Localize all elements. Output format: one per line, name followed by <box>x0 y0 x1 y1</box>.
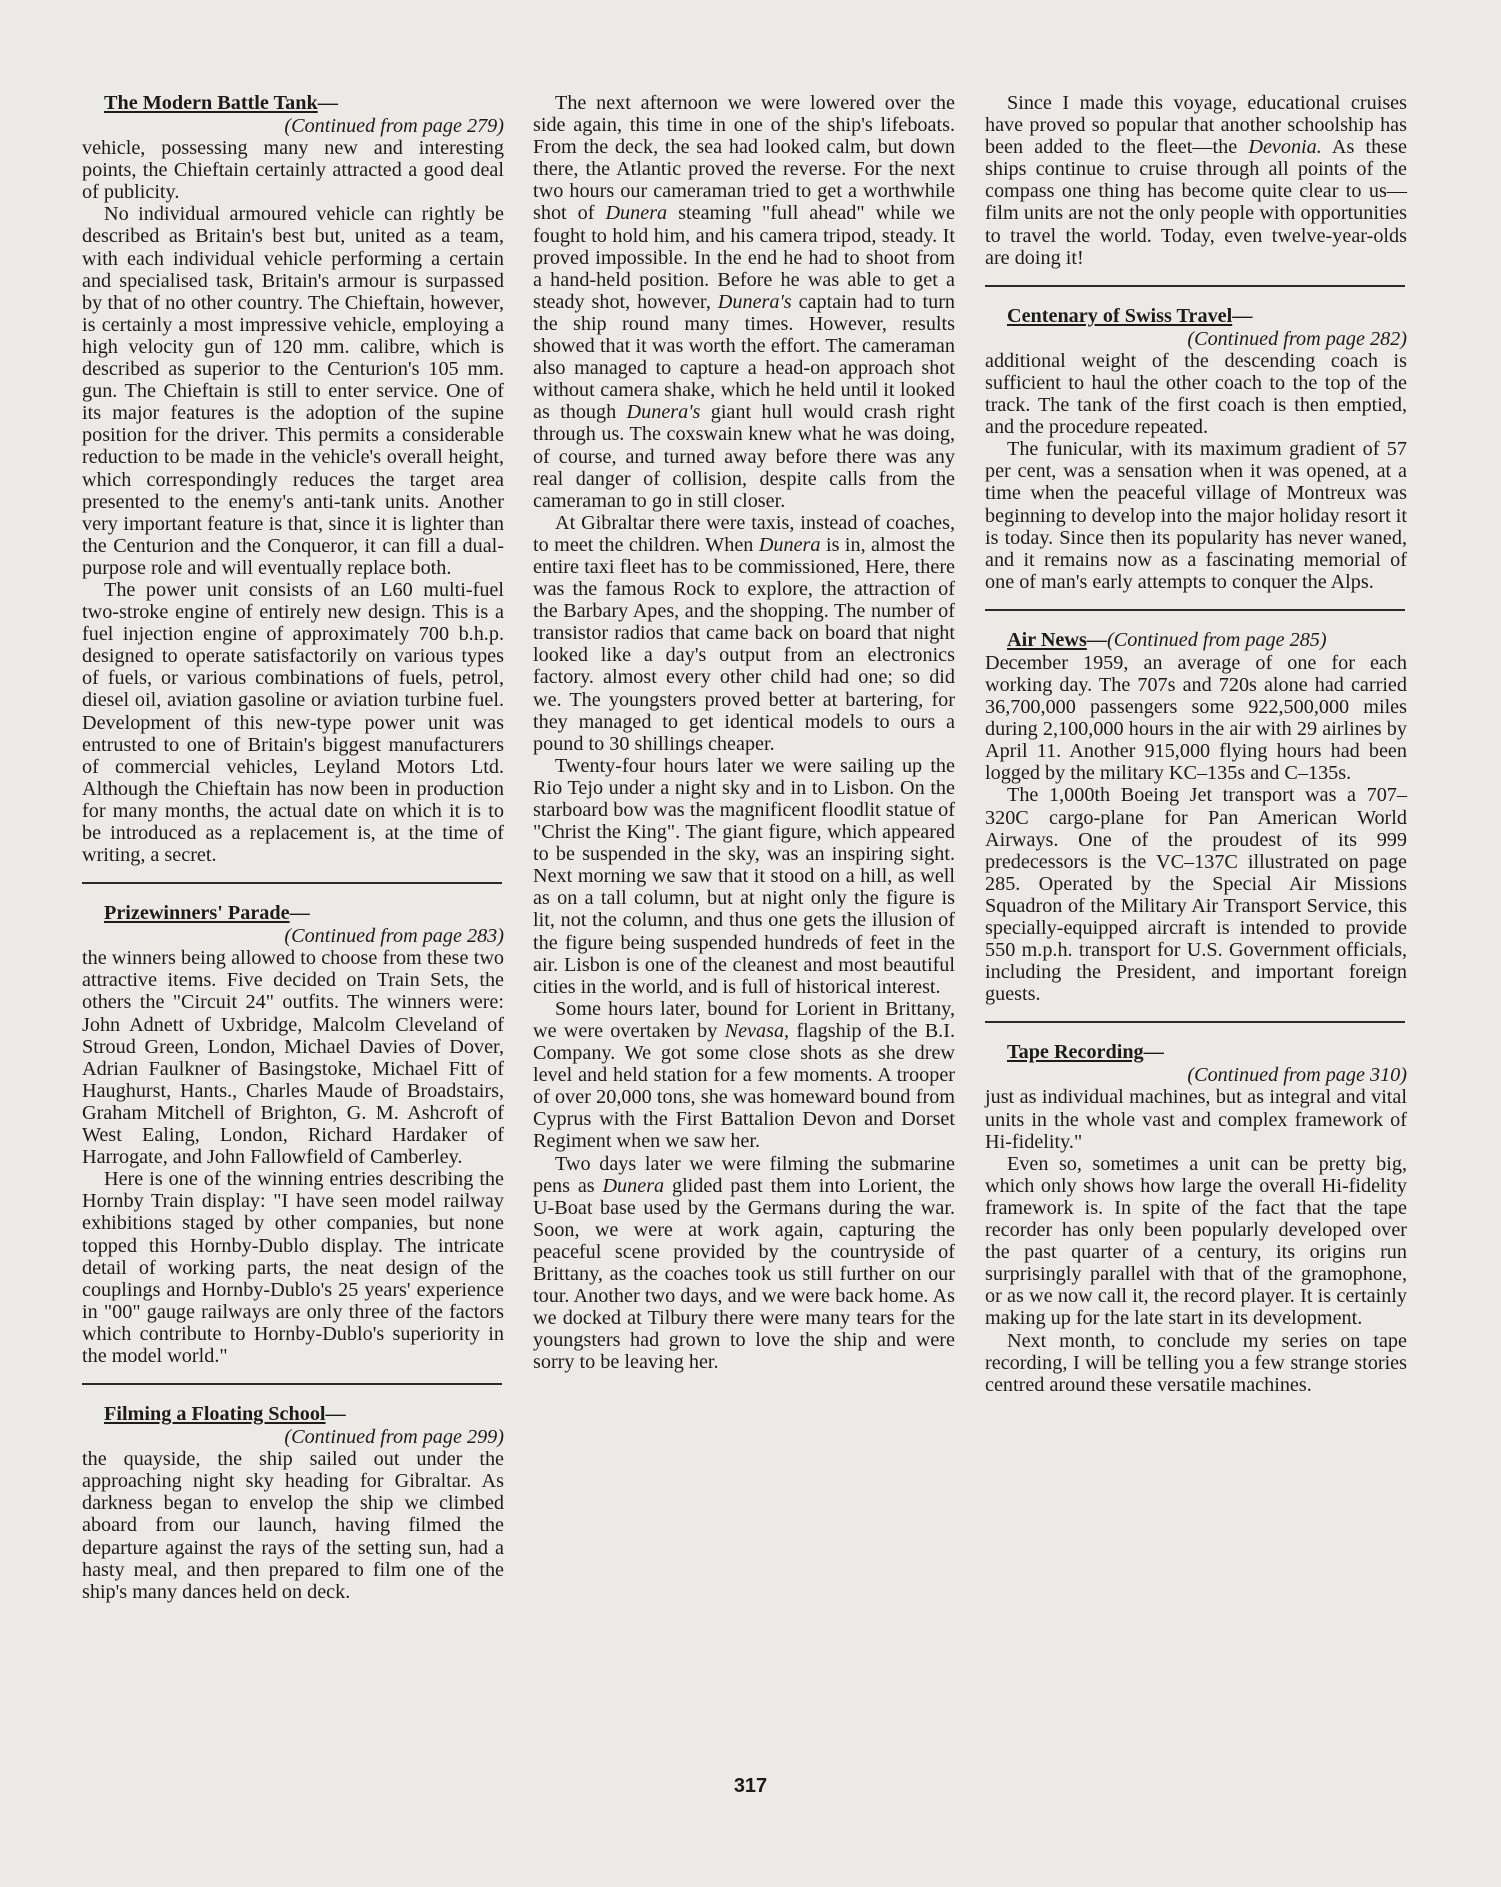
text-run: Two days later we were filming the submarine pens as <box>533 1152 955 1197</box>
paragraph: just as individual machines, but as integral and vital units in the whole vast and complex framework of Hi-fidelity." <box>985 1086 1407 1153</box>
paragraph <box>533 92 955 512</box>
continued-note: (Continued from page 279) <box>284 115 504 137</box>
ship-name: Devonia. <box>1248 136 1322 159</box>
text-run: flagship of the B.I. Company. We got some close shots as she drew level and held station for a few moments. A trooper of over 20,000 tons, she was homeward bound from Cyprus with the First Battalion Devon and Dorset Regiment when we saw her. <box>533 1019 955 1153</box>
article-floating-school <box>82 1403 504 1603</box>
article-title: The Modern Battle Tank <box>104 92 318 114</box>
paragraph: The 1,000th Boeing Jet transport was a 707–320C cargo-plane for Pan American World Airways. One of the proudest of its 999 predecessors is the VC–137C illustrated on page 285. Operated by the Special Air Missions Squadron of the Military Air Transport Service, this specially-equipped aircraft is intended to provide 550 m.p.h. transport for U.S. Government officials, including the President, and important foreign guests. <box>985 784 1407 1006</box>
paragraph: Twenty-four hours later we were sailing up the Rio Tejo under a night sky and in to Lisbon. On the starboard bow was the magnificent floodlit statue of "Christ the King". The giant figure, which appeared to be suspended in the sky, was an inspiring sight. Next morning we saw that it stood on a hill, as well as on a tall column, but at night only the figure is lit, not the column, and thus one gets the illusion of the figure being suspended hundreds of feet in the air. Lisbon is one of the cleanest and most beautiful cities in the world, and is full of historical interest. <box>533 754 955 998</box>
paragraph: the quayside, the ship sailed out under the approaching night sky heading for Gibraltar. As darkness began to envelop the ship we climbed aboard from our launch, having filmed the departure against the rays of the setting sun, had a hasty meal, and then prepared to film one of the ship's many dances held on deck. <box>82 1448 504 1603</box>
heading-dash: — <box>1143 1041 1164 1064</box>
paragraph <box>533 998 955 1153</box>
continued-note: (Continued from page 285) <box>1107 628 1327 651</box>
paragraph: December 1959, an average of one for each working day. The 707s and 720s alone had carried 36,700,000 passengers some 922,500,000 miles during 2,100,000 hours in the air with 29 airlines by April 11. Another 915,000 flying hours had been logged by the military KC–135s and C–135s. <box>985 651 1407 785</box>
continued-note: (Continued from page 310) <box>1187 1064 1407 1087</box>
article-prizewinners <box>82 902 504 1367</box>
column-left <box>82 92 504 1603</box>
heading-dash: — <box>289 902 310 925</box>
section-divider <box>985 609 1405 611</box>
paragraph: the winners being allowed to choose from these two attractive items. Five decided on Train Sets, the others the "Circuit 24" outfits. The winners were: John Adnett of Uxbridge, Malcolm Cleveland of Stroud Green, London, Michael Davies of Dover, Adrian Faulkner of Basingstoke, Michael Fitt of Haughurst, Hants., Charles Maude of Broadstairs, Graham Mitchell of Brighton, G. M. Ashcroft of West Ealing, London, Richard Hardaker of Harrogate, and John Fallowfield of Camberley. <box>82 947 504 1169</box>
section-divider <box>985 285 1405 287</box>
text-run: is in, almost the entire taxi fleet has to be commissioned, Here, there was the famous Rock to explore, the attraction of the Barbary Apes, and the shopping. The number of transistor radios that came back on board that night looked like a day's output from an electronics factory. almost every other child had one; so did we. The youngsters proved better at bartering, for they managed to get identical models to ours a pound to 30 shillings cheaper. <box>533 533 955 755</box>
article-title: Centenary of Swiss Travel <box>1007 304 1233 327</box>
paragraph <box>533 1153 955 1374</box>
text-run: glided past them into Lorient, the U-Boat base used by the Germans during the war. Soon, we were at work again, capturing the peaceful scene provided by the countryside of Brittany, as the coaches took us still further on our tour. Another two days, and we were back home. As we docked at Tilbury there were many tears for the youngsters had grown to love the ship and were sorry to be leaving her. <box>533 1174 955 1374</box>
paragraph: The funicular, with its maximum gradient of 57 per cent, was a sensation when it was opened, at a time when the peaceful village of Montreux was beginning to develop into the major holiday resort it is today. Since then its popularity has never waned, and it remains now as a fascinating memorial of one of man's early attempts to conquer the Alps. <box>985 438 1407 593</box>
article-heading <box>82 92 504 115</box>
article-title: Air News <box>1007 628 1087 651</box>
article-battle-tank <box>82 92 504 866</box>
ship-name: Dunera <box>758 533 821 556</box>
text-run: giant hull would crash right through us. The coxswain knew what he was doing, of course, and turned away before there was any real danger of collision, despite calls from the cameraman to go in still closer. <box>533 401 955 512</box>
paragraph: The power unit consists of an L60 multi-fuel two-stroke engine of entirely new design. This is a fuel injection engine of approximately 700 b.h.p. designed to operate satisfactorily on various types of fuels, or various combinations of fuels, petrol, diesel oil, aviation gasoline or aviation turbine fuel. Development of this new-type power unit was entrusted to one of Britain's biggest manufacturers of commercial vehicles, Leyland Motors Ltd. Although the Chieftain has now been in production for many months, the actual date on which it is to be introduced as a replacement is, at the time of writing, a secret. <box>82 578 504 867</box>
text-run: Some hours later, bound for Lorient in Brittany, we were overtaken by <box>533 997 955 1042</box>
text-run: At Gibraltar there were taxis, instead of coaches, to meet the children. When <box>533 511 955 556</box>
article-heading <box>985 1041 1407 1064</box>
heading-dash: — <box>1086 628 1107 651</box>
text-run: captain had to turn the ship round many times. However, results showed that it was worth the effort. The cameraman also managed to capture a head-on approach shot without camera shake, which he held until it looked as though <box>533 290 956 424</box>
paragraph: No individual armoured vehicle can rightly be described as Britain's best but, united as a team, with each individual vehicle performing a certain and specialised task, Britain's armour is surpassed by that of no other country. The Chieftain, however, is certainly a most impressive vehicle, employing a high velocity gun of 120 mm. calibre, which is described as superior to the Centurion's 105 mm. gun. The Chieftain is still to enter service. One of its major features is the adoption of the supine position for the driver. This permits a considerable reduction to be made in the vehicle's overall height, which correspondingly reduces the target area presented to the enemy's anti-tank units. Another very important feature is that, since it is lighter than the Centurion and the Conqueror, it can fill a dual-purpose role and will eventually replace both. <box>82 203 504 579</box>
ship-name: Nevasa, <box>724 1019 790 1042</box>
text-run: steaming "full ahead" while we fought to hold him, and his camera tripod, steady. It proved impossible. In the end he had to shoot from a hand-held position. Before he was able to get a steady shot, however, <box>533 202 956 313</box>
column-right <box>985 92 1407 1396</box>
text-run: Since I made this voyage, educational cruises have proved so popular that another schoolship has been added to the fleet—the <box>985 92 1407 159</box>
page-number: 317 <box>733 1775 768 1797</box>
article-title: Prizewinners' Parade <box>104 902 290 925</box>
section-divider <box>985 1021 1405 1023</box>
paragraph: vehicle, possessing many new and interesting points, the Chieftain certainly attracted a good deal of publicity. <box>82 137 504 204</box>
article-tape-recording <box>985 1041 1407 1395</box>
paragraph: Next month, to conclude my series on tape recording, I will be telling you a few strange stories centred around these versatile machines. <box>985 1329 1407 1396</box>
paragraph <box>985 92 1407 269</box>
article-air-news <box>985 629 1407 1006</box>
ship-name: Dunera <box>605 202 668 225</box>
article-swiss-travel <box>985 305 1407 593</box>
text-run: The next afternoon we were lowered over the side again, this time in one of the ship's lifeboats. From the deck, the sea had looked calm, but down there, the Atlantic proved the reverse. For the next two hours our cameraman tried to get a worthwhile shot of <box>533 92 955 225</box>
article-title: Tape Recording <box>1007 1041 1144 1064</box>
heading-dash: — <box>317 92 338 114</box>
continued-note: (Continued from page 282) <box>1187 327 1407 350</box>
column-middle <box>533 92 955 1373</box>
continued-note: (Continued from page 299) <box>284 1426 504 1449</box>
article-title: Filming a Floating School <box>104 1403 326 1426</box>
paragraph: additional weight of the descending coach is sufficient to haul the other coach to the top of the track. The tank of the first coach is then emptied, and the procedure repeated. <box>985 349 1407 439</box>
article-heading <box>82 902 504 925</box>
heading-dash: — <box>1232 304 1253 327</box>
ship-name: Dunera <box>602 1174 665 1197</box>
continued-note: (Continued from page 283) <box>284 925 504 948</box>
paragraph: Here is one of the winning entries describing the Hornby Train display: "I have seen model railway exhibitions staged by other companies, but none topped this Hornby-Dublo display. The intricate detail of working parts, the neat design of the couplings and Hornby-Dublo's 25 years' experience in "00" gauge railways are only three of the factors which contribute to Hornby-Dublo's superiority in the model world." <box>82 1168 504 1367</box>
text-run: As these ships continue to cruise through all points of the compass one thing has become quite clear to us—film units are not the only people with opportunities to travel the world. Today, even twelve-year-olds are doing it! <box>985 136 1407 269</box>
paragraph: Even so, sometimes a unit can be pretty big, which only shows how large the overall Hi-fidelity framework is. In spite of the fact that the tape recorder has only been popularly developed over the past quarter of a century, its origins run surprisingly parallel with that of the gramophone, or as we now call it, the record player. It is certainly making up for the late start in its development. <box>985 1152 1407 1330</box>
paragraph <box>533 512 955 755</box>
article-heading <box>985 305 1407 328</box>
article-heading <box>985 629 1407 652</box>
section-divider <box>82 1383 502 1385</box>
section-divider <box>82 882 502 884</box>
ship-name: Dunera's <box>717 290 792 313</box>
ship-name: Dunera's <box>626 401 701 424</box>
heading-dash: — <box>325 1403 346 1426</box>
article-heading <box>82 1403 504 1426</box>
